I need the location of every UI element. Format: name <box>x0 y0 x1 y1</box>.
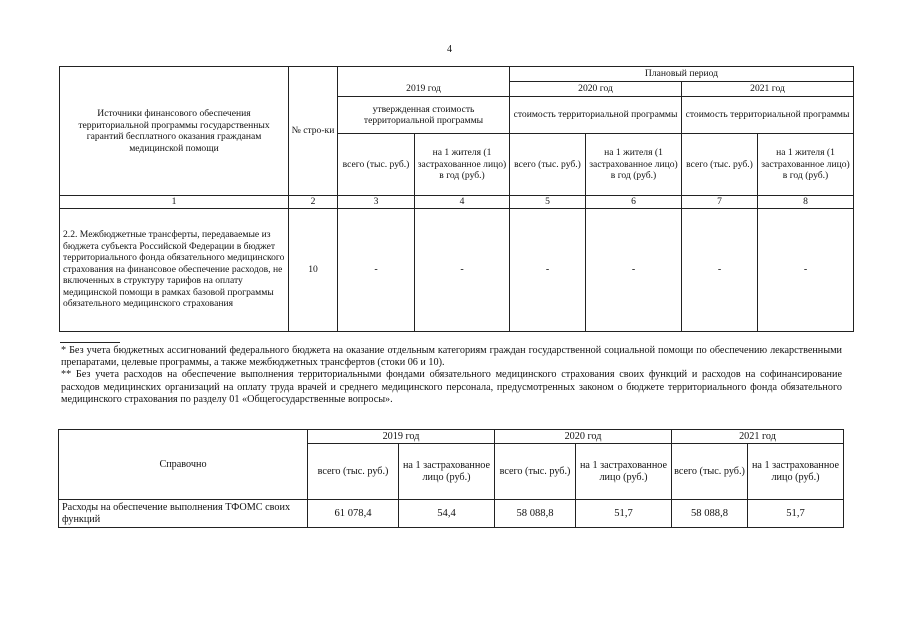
col-per-person-2020: на 1 жителя (1 застрахованное лицо) в год (руб.) <box>586 134 682 196</box>
value-total-2019: - <box>338 208 415 331</box>
row-name: 2.2. Межбюджетные трансферты, передаваемые из бюджета субъекта Российской Федерации в бюджет территориального фонда обязательного медицинского страхования на финансовое обеспечение расходов, не включенных в структуру тарифов на оплату медицинской помощи в рамках базовой программы обязательного медицинского страхования <box>60 208 289 331</box>
financing-sources-table <box>59 66 854 332</box>
value-total-2020: - <box>510 208 586 331</box>
source-header: Источники финансового обеспечения территориальной программы государственных гарантий бесплатного оказания гражданам медицинской помощи <box>60 67 289 196</box>
col-number-6: 6 <box>586 196 682 209</box>
footnote-1: * Без учета бюджетных ассигнований федерального бюджета на оказание отдельным категориям граждан государственной социальной помощи по обеспечению лекарственными препаратами, целевые программы, а также межбюджетных трансфертов (стоки 06 и 10). <box>61 345 842 369</box>
ref-row-name: Расходы на обеспечение выполнения ТФОМС своих функций <box>59 500 308 528</box>
page-number: 4 <box>447 44 452 55</box>
col-number-2: 2 <box>289 196 338 209</box>
year-header-2019: 2019 год <box>338 82 510 97</box>
ref-value-per-person-2021: 51,7 <box>748 500 844 528</box>
footnote-2: ** Без учета расходов на обеспечение выполнения территориальными фондами обязательного медицинского страхования своих функций и расходов на софинансирование расходов медицинских организаций на оплату труда врачей и среднего медицинского персонала, предусмотренных законом о бюджете территориального фонда обязательного медицинского страхования по разделу 01 «Общегосударственные вопросы». <box>61 369 842 405</box>
value-per-person-2019: - <box>415 208 510 331</box>
ref-value-per-person-2019: 54,4 <box>399 500 495 528</box>
col-number-7: 7 <box>682 196 758 209</box>
blank-header-cell <box>338 67 510 82</box>
ref-col-total-2019: всего (тыс. руб.) <box>308 444 399 500</box>
ref-col-per-person-2020: на 1 застрахованное лицо (руб.) <box>576 444 672 500</box>
ref-value-total-2020: 58 088,8 <box>495 500 576 528</box>
reference-table <box>58 429 844 528</box>
footnote-separator <box>60 342 120 343</box>
footnotes <box>61 345 842 406</box>
cost-group-2019: утвержденная стоимость территориальной программы <box>338 97 510 134</box>
row-number-header: № стро-ки <box>289 67 338 196</box>
ref-year-2019: 2019 год <box>308 430 495 444</box>
ref-col-per-person-2019: на 1 застрахованное лицо (руб.) <box>399 444 495 500</box>
ref-year-2021: 2021 год <box>672 430 844 444</box>
year-header-2021: 2021 год <box>682 82 854 97</box>
ref-value-total-2019: 61 078,4 <box>308 500 399 528</box>
table-row <box>59 500 844 528</box>
ref-value-per-person-2020: 51,7 <box>576 500 672 528</box>
col-total-2021: всего (тыс. руб.) <box>682 134 758 196</box>
year-header-2020: 2020 год <box>510 82 682 97</box>
reference-header: Справочно <box>59 430 308 500</box>
ref-year-2020: 2020 год <box>495 430 672 444</box>
col-number-3: 3 <box>338 196 415 209</box>
ref-col-per-person-2021: на 1 застрахованное лицо (руб.) <box>748 444 844 500</box>
col-number-1: 1 <box>60 196 289 209</box>
value-total-2021: - <box>682 208 758 331</box>
col-number-5: 5 <box>510 196 586 209</box>
value-per-person-2020: - <box>586 208 682 331</box>
row-number: 10 <box>289 208 338 331</box>
cost-group-2021: стоимость территориальной программы <box>682 97 854 134</box>
value-per-person-2021: - <box>758 208 854 331</box>
ref-col-total-2021: всего (тыс. руб.) <box>672 444 748 500</box>
col-number-8: 8 <box>758 196 854 209</box>
table-row <box>60 208 854 331</box>
col-per-person-2019: на 1 жителя (1 застрахованное лицо) в год (руб.) <box>415 134 510 196</box>
col-number-4: 4 <box>415 196 510 209</box>
cost-group-2020: стоимость территориальной программы <box>510 97 682 134</box>
ref-col-total-2020: всего (тыс. руб.) <box>495 444 576 500</box>
planning-period-header: Плановый период <box>510 67 854 82</box>
col-total-2019: всего (тыс. руб.) <box>338 134 415 196</box>
ref-value-total-2021: 58 088,8 <box>672 500 748 528</box>
col-total-2020: всего (тыс. руб.) <box>510 134 586 196</box>
col-per-person-2021: на 1 жителя (1 застрахованное лицо) в год (руб.) <box>758 134 854 196</box>
